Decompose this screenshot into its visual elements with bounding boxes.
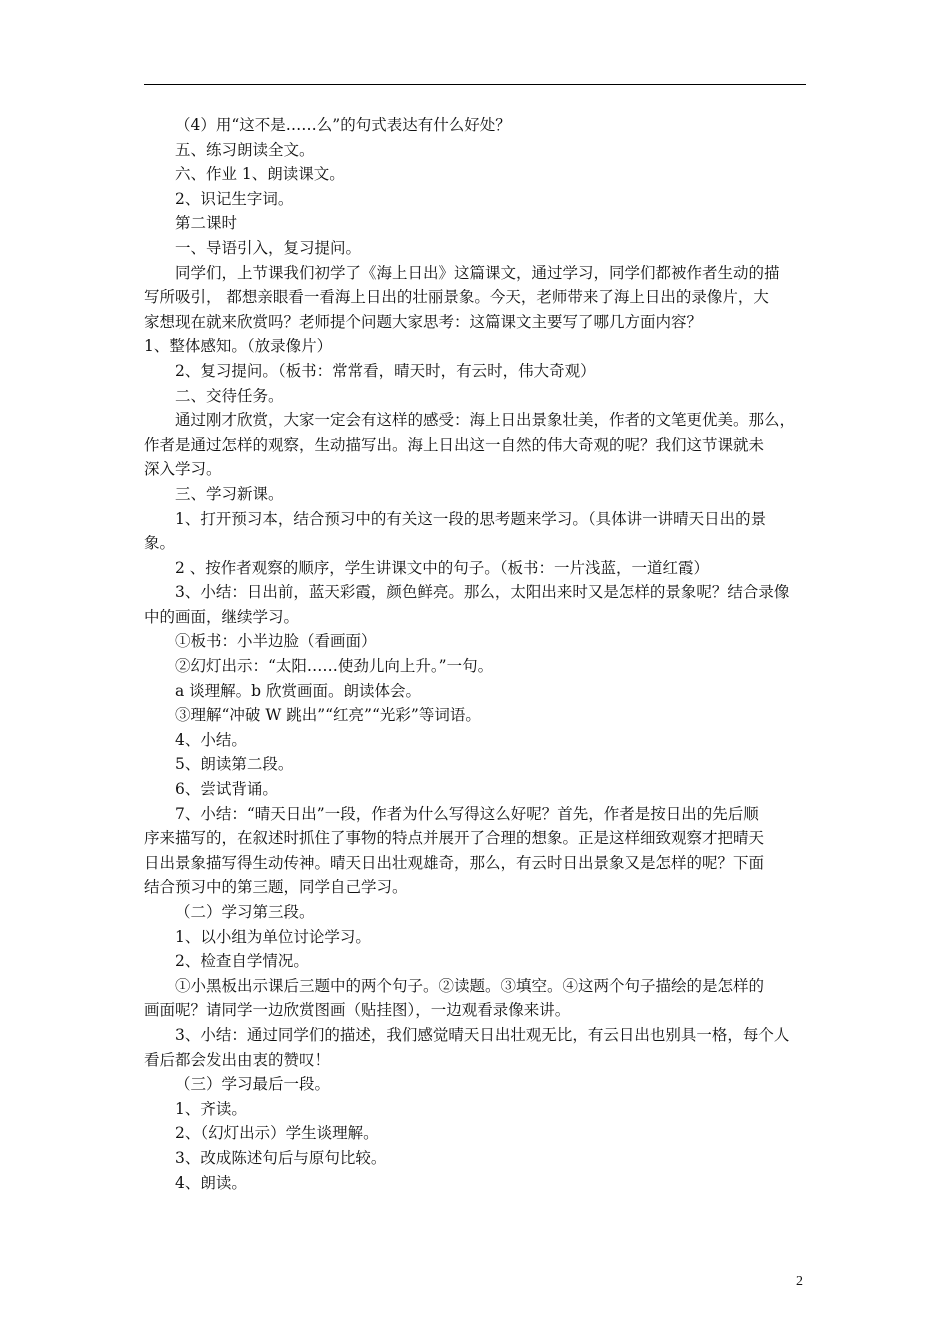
page-number: 2 <box>796 1274 803 1289</box>
text-line: ①板书：小半边脸（看画面） <box>175 632 377 651</box>
text-line: ①小黑板出示课后三题中的两个句子。②读题。③填空。④这两个句子描绘的是怎样的 <box>175 976 765 995</box>
text-line: （三）学习最后一段。 <box>175 1075 331 1094</box>
text-line: 2 、按作者观察的顺序，学生讲课文中的句子。（板书：一片浅蓝，一道红霞） <box>175 558 710 577</box>
text-line: 画面呢？请同学一边欣赏图画（贴挂图），一边观看录像来讲。 <box>144 1001 571 1020</box>
text-line: 5、朗读第二段。 <box>175 755 294 774</box>
text-line: 6、尝试背诵。 <box>175 780 278 799</box>
text-line: 三、学习新课。 <box>175 484 284 503</box>
text-line: 六、作业 1、朗读课文。 <box>175 165 345 184</box>
text-line: 通过刚才欣赏，大家一定会有这样的感受：海上日出景象壮美，作者的文笔更优美。那么， <box>175 411 796 430</box>
text-line: 作者是通过怎样的观察，生动描写出。海上日出这一自然的伟大奇观的呢？我们这节课就未 <box>144 435 765 454</box>
text-line: 1、打开预习本，结合预习中的有关这一段的思考题来学习。（具体讲一讲晴天日出的景 <box>175 509 767 528</box>
text-line: 同学们，上节课我们初学了《海上日出》这篇课文，通过学习，同学们都被作者生动的描 <box>175 263 780 282</box>
text-line: ③理解“冲破 W 跳出”“红亮”“光彩”等词语。 <box>175 706 481 725</box>
text-line: 写所吸引， 都想亲眼看一看海上日出的壮丽景象。今天，老师带来了海上日出的录像片，大 <box>144 288 769 307</box>
text-line: 结合预习中的第三题，同学自己学习。 <box>144 878 408 897</box>
text-line: （二）学习第三段。 <box>175 903 315 921</box>
document-body <box>144 113 806 1195</box>
text-line: 3、改成陈述句后与原句比较。 <box>175 1148 387 1167</box>
text-line: ②幻灯出示：“太阳……使劲儿向上升。”一句。 <box>175 657 494 676</box>
text-line: 3、小结：日出前，蓝天彩霞，颜色鲜亮。那么，太阳出来时又是怎样的景象呢？结合录像 <box>175 583 790 602</box>
text-line: 2、（幻灯出示）学生谈理解。 <box>175 1124 379 1143</box>
text-line: 1、以小组为单位讨论学习。 <box>175 927 371 946</box>
text-line: 深入学习。 <box>144 460 222 479</box>
text-line: 中的画面，继续学习。 <box>144 607 300 626</box>
text-line: 3、小结：通过同学们的描述，我们感觉晴天日出壮观无比，有云日出也别具一格，每个人 <box>175 1025 790 1044</box>
text-line: 家想现在就来欣赏吗？老师提个问题大家思考：这篇课文主要写了哪几方面内容？ <box>144 312 703 331</box>
text-line: 4、朗读。 <box>175 1173 247 1192</box>
text-line: 二、交待任务。 <box>175 386 284 405</box>
text-line: 五、练习朗读全文。 <box>175 140 315 159</box>
text-line: 第二课时 <box>175 214 238 233</box>
text-line: 1、整体感知。（放录像片） <box>144 337 333 356</box>
text-line: 1、齐读。 <box>175 1099 247 1118</box>
text-line: 象。 <box>144 534 176 553</box>
text-line: 2、检查自学情况。 <box>175 952 309 971</box>
text-line: 一、导语引入，复习提问。 <box>175 238 362 257</box>
header-rule <box>144 84 806 85</box>
text-line: 看后都会发出由衷的赞叹！ <box>144 1050 331 1069</box>
text-line: 7、小结：“晴天日出”一段，作者为什么写得这么好呢？首先，作者是按日出的先后顺 <box>175 804 759 823</box>
text-line: （4）用“这不是……么”的句式表达有什么好处？ <box>175 116 511 134</box>
text-line: 4、小结。 <box>175 730 247 749</box>
text-line: 2、复习提问。（板书：常常看，晴天时，有云时，伟大奇观） <box>175 361 596 380</box>
text-line: a 谈理解。b 欣赏画面。朗读体会。 <box>175 681 422 700</box>
text-line: 序来描写的，在叙述时抓住了事物的特点并展开了合理的想象。正是这样细致观察才把晴天 <box>144 829 765 848</box>
text-line: 2、识记生字词。 <box>175 189 294 208</box>
text-line: 日出景象描写得生动传神。晴天日出壮观雄奇，那么，有云时日出景象又是怎样的呢？下面 <box>144 853 765 872</box>
